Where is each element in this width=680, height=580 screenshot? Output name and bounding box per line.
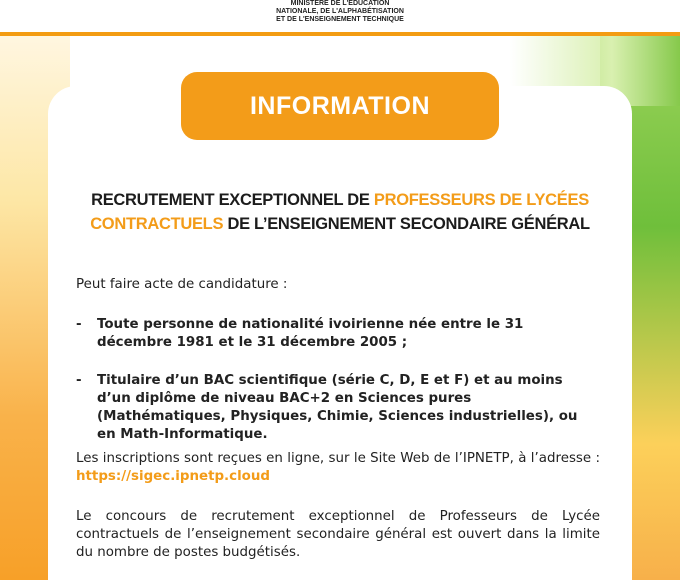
list-item: - Titulaire d’un BAC scientifique (série C, D, E et F) et au moins d’un diplôme de niveau BAC+2 en Sciences pures (Mathématiques, Physiques, Chimie, Sciences industrielles), ou en Math-Informatique. xyxy=(76,372,600,444)
ministry-name xyxy=(220,0,460,24)
ministry-line-2: NATIONALE, DE L'ALPHABÉTISATION xyxy=(276,8,404,15)
header-bar xyxy=(0,0,680,34)
inscription-link[interactable]: https://sigec.ipnetp.cloud xyxy=(76,469,270,484)
concours-paragraph: Le concours de recrutement exceptionnel de Professeurs de Lycée contractuels de l’enseignement secondaire général est ouvert dans la limite du nombre de postes budgétisés. xyxy=(76,509,600,560)
ministry-line-3: ET DE L'ENSEIGNEMENT TECHNIQUE xyxy=(276,16,404,23)
information-banner xyxy=(181,72,499,140)
inscription-text: Les inscriptions sont reçues en ligne, sur le Site Web de l’IPNETP, à l’adresse : xyxy=(76,451,600,466)
banner-label: INFORMATION xyxy=(249,91,430,120)
list-item: - Toute personne de nationalité ivoirienne née entre le 31 décembre 1981 et le 31 décembre 2005 ; xyxy=(76,316,600,352)
intro-text: Peut faire acte de candidature : xyxy=(76,277,288,292)
announcement-title xyxy=(60,188,620,236)
title-part-2: DE L’ENSEIGNEMENT SECONDAIRE GÉNÉRAL xyxy=(223,215,590,233)
inscription-paragraph xyxy=(76,450,600,486)
title-part-1: RECRUTEMENT EXCEPTIONNEL DE xyxy=(91,191,374,209)
ministry-line-1: MINISTÈRE DE L'ÉDUCATION xyxy=(290,0,390,7)
title-highlight-2: CONTRACTUELS xyxy=(90,215,224,233)
bullet-text-diploma: Titulaire d’un BAC scientifique (série C, D, E et F) et au moins d’un diplôme de niveau BAC+2 en Sciences pures (Mathématiques, Physiques, Chimie, Sciences industrielles), ou en Math-Informatique. xyxy=(97,373,578,442)
bullet-text-nationality: Toute personne de nationalité ivoirienne née entre le 31 décembre 1981 et le 31 décembre 2005 ; xyxy=(97,317,524,350)
title-highlight-1: PROFESSEURS DE LYCÉES xyxy=(373,191,589,209)
